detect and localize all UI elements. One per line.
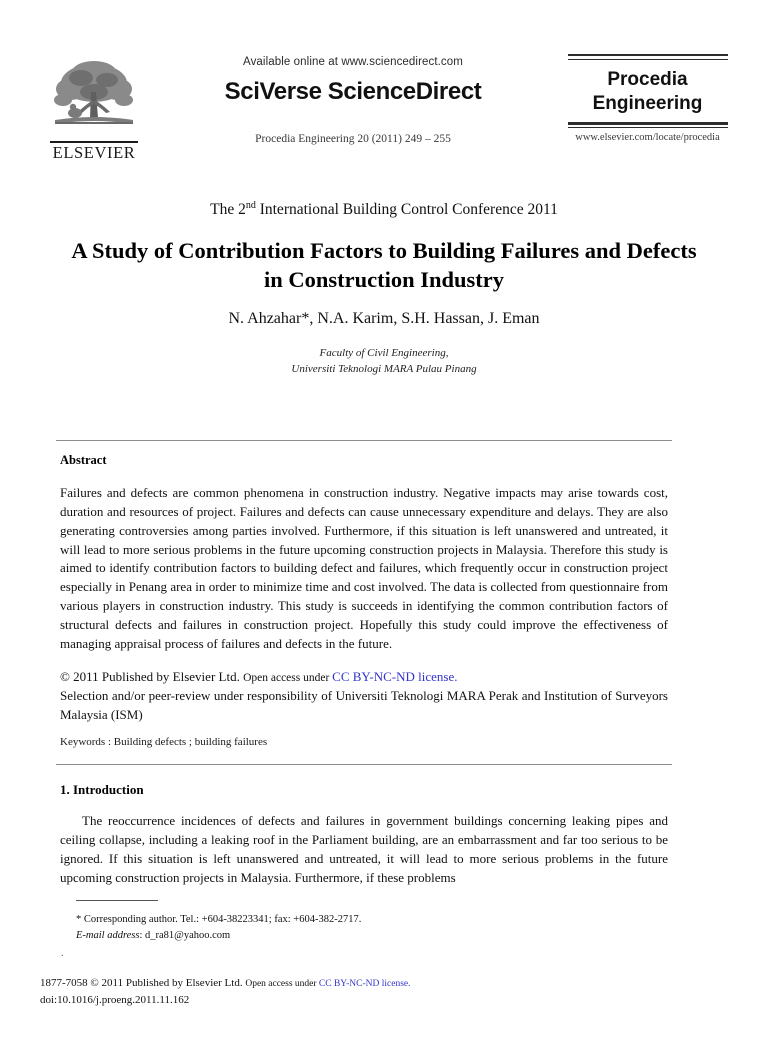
section-heading-introduction: 1. Introduction bbox=[60, 782, 144, 797]
corresponding-author-note: * Corresponding author. Tel.: +604-38223341; fax: +604-382-2717. bbox=[76, 914, 362, 925]
divider-above-introduction bbox=[56, 764, 672, 765]
publisher-footer bbox=[40, 975, 640, 1008]
footnote-block bbox=[76, 912, 576, 945]
author-list: N. Ahzahar*, N.A. Karim, S.H. Hassan, J. Eman bbox=[228, 310, 540, 327]
stray-period-mark: . bbox=[61, 948, 64, 959]
open-access-label: Open access under bbox=[243, 672, 333, 684]
peer-review-statement: Selection and/or peer-review under responsibility of Universiti Teknologi MARA Perak and Institution of Surveyors Malaysia (ISM) bbox=[60, 687, 668, 722]
conference-ordinal-suffix: nd bbox=[245, 200, 256, 211]
affiliation-line-2: Universiti Teknologi MARA Pulau Pinang bbox=[291, 362, 477, 375]
available-online-text: Available online at www.sciencedirect.com bbox=[243, 56, 463, 68]
elsevier-wordmark: ELSEVIER bbox=[52, 142, 136, 162]
sciencedirect-block bbox=[188, 56, 518, 145]
keywords-line: Keywords : Building defects ; building failures bbox=[60, 736, 268, 748]
conference-pre: The 2 bbox=[210, 201, 246, 219]
cc-license-link[interactable]: CC BY-NC-ND license. bbox=[332, 669, 458, 684]
journal-rule-bottom bbox=[568, 122, 728, 128]
footer-open-access-label: Open access under bbox=[245, 979, 319, 989]
email-label: E-mail address bbox=[76, 930, 140, 942]
email-value: : d_ra81@yahoo.com bbox=[139, 930, 231, 942]
journal-name bbox=[565, 60, 730, 123]
affiliation-line-1: Faculty of Civil Engineering, bbox=[319, 347, 449, 359]
conference-post: International Building Control Conference 2011 bbox=[255, 201, 558, 219]
journal-name-line1: Procedia bbox=[607, 68, 688, 90]
journal-url: www.elsevier.com/locate/procedia bbox=[575, 132, 720, 144]
divider-above-abstract bbox=[56, 440, 672, 441]
copyright-block bbox=[60, 668, 668, 725]
footer-cc-license-link[interactable]: CC BY-NC-ND license. bbox=[318, 979, 411, 989]
affiliation bbox=[0, 346, 768, 378]
elsevier-tree-logo-icon bbox=[48, 56, 140, 140]
sciverse-sciencedirect-brand: SciVerse ScienceDirect bbox=[224, 78, 482, 105]
abstract-text: Failures and defects are common phenomena in construction industry. Negative impacts may arise towards cost, duration and resources of project. Failures and defects can cause unnecessary expenditure and delays. They are also generating controversies among parties involved. Furthermore, if this situation is left unanswered and untreated, it will lead to more serious problems in the future upcoming construction projects in Malaysia. Therefore this study is aimed to identify contribution factors to building defect and failures, which frequently occur in construction project especially in Penang area in order to minimize time and cost involved. The data is collected from questionnaire from various players in construction industry. This study is succeeds in identifying the common contribution factors of structural defects and failures in construction project. Hopefully this study could improve the effectiveness of managing appraisal process of failures and defects in the future. bbox=[60, 485, 668, 651]
journal-citation-line: Procedia Engineering 20 (2011) 249 – 255 bbox=[255, 133, 451, 145]
email-note bbox=[76, 928, 576, 944]
journal-name-line2: Engineering bbox=[592, 92, 703, 114]
footnote-separator-rule bbox=[76, 900, 158, 901]
elsevier-logo bbox=[48, 56, 140, 162]
journal-logo-block bbox=[565, 54, 730, 143]
conference-line bbox=[0, 200, 768, 219]
abstract-heading: Abstract bbox=[60, 453, 107, 467]
doi-text: doi:10.1016/j.proeng.2011.11.162 bbox=[40, 993, 190, 1006]
copyright-publisher-text: © 2011 Published by Elsevier Ltd. bbox=[60, 669, 244, 684]
masthead bbox=[0, 48, 768, 168]
page-title: A Study of Contribution Factors to Building Failures and Defects in Construction Industry bbox=[71, 238, 697, 293]
introduction-text: The reoccurrence incidences of defects and failures in government buildings concerning leaking pipes and ceiling collapse, including a leaking roof in the Parliament building, are an embarrassment and far too serious to be ignored. If this situation is left unanswered and untreated, it will lead to more serious problems in the future upcoming construction projects in Malaysia. Furthermore, if these problems bbox=[60, 813, 668, 885]
issn-copyright-text: 1877-7058 © 2011 Published by Elsevier Ltd. bbox=[40, 977, 246, 989]
